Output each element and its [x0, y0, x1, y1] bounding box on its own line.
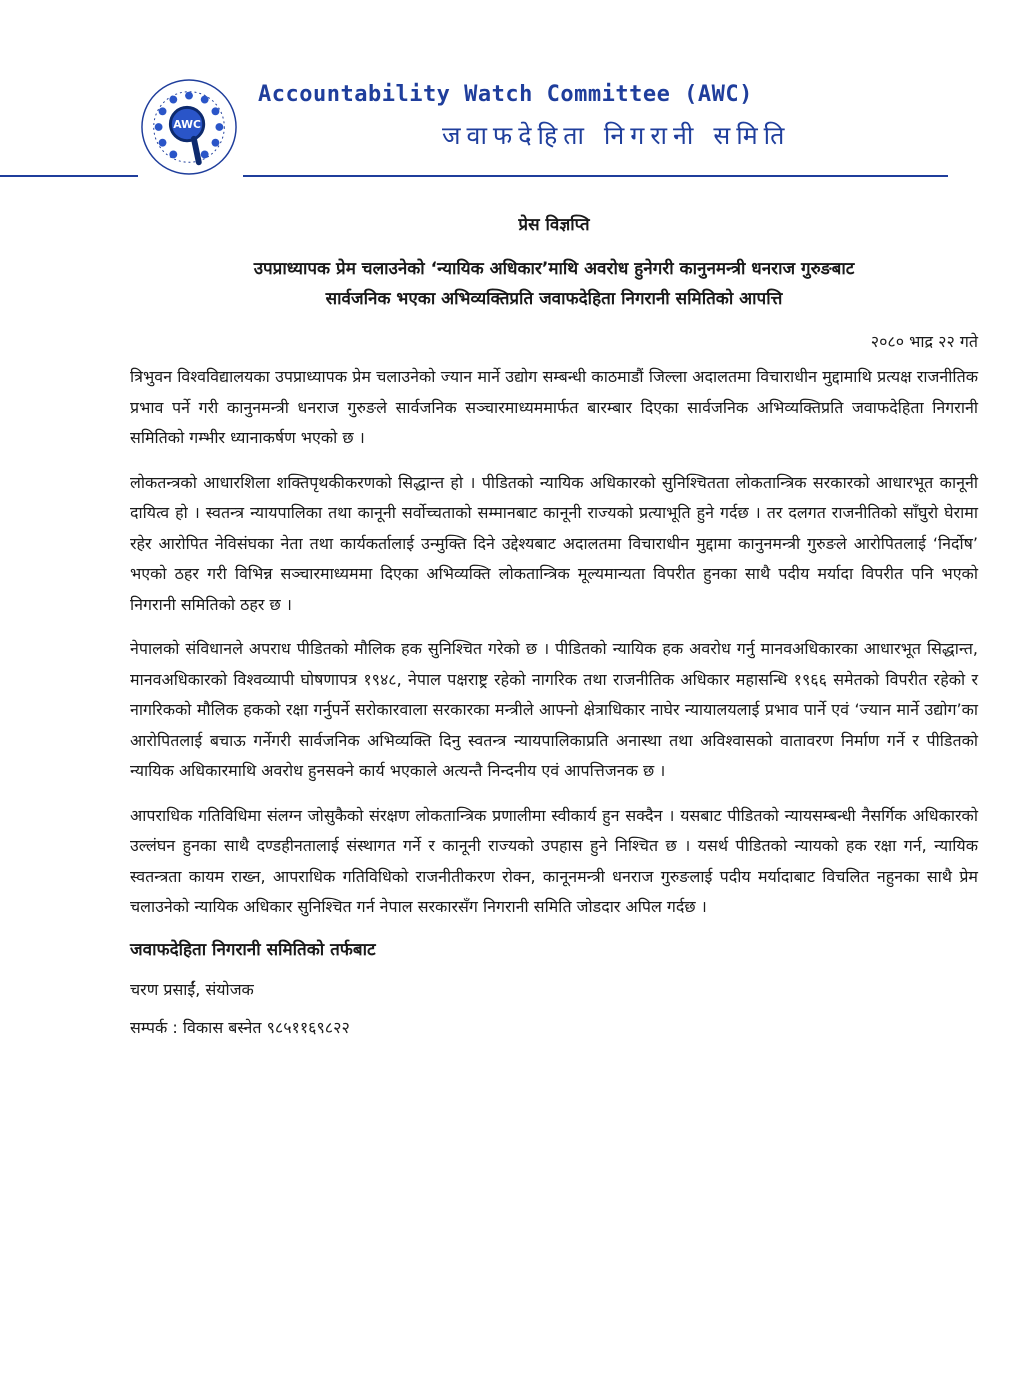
- headline-line-1: उपप्राध्यापक प्रेम चलाउनेको ‘न्यायिक अधिकार’माथि अवरोध हुनेगरी कानुनमन्त्री धनराज गुरुङबाट: [253, 259, 855, 279]
- document-type: प्रेस विज्ञप्ति: [518, 215, 590, 235]
- awc-logo: [140, 78, 238, 176]
- headline-line-2: सार्वजनिक भएका अभिव्यक्तिप्रति जवाफदेहिता निगरानी समितिको आपत्ति: [325, 289, 783, 309]
- logo-text: AWC: [173, 117, 201, 131]
- headline: [130, 254, 978, 314]
- signature-organization: जवाफदेहिता निगरानी समितिको तर्फबाट: [130, 939, 376, 960]
- paragraph-4: आपराधिक गतिविधिमा संलग्न जोसुकैको संरक्षण लोकतान्त्रिक प्रणालीमा स्वीकार्य हुन सक्दैन । यसबाट पीडितको न्यायसम्बन्धी नैसर्गिक अधिकारको उल्लंघन हुनका साथै दण्डहीनतालाई संस्थागत गर्ने र कानूनी राज्यको उपहास हुने निश्चित छ । यसर्थ पीडितको न्यायको हक रक्षा गर्न, न्यायिक स्वतन्त्रता कायम राख्न, आपराधिक गतिविधिको राजनीतीकरण रोक्न, कानूनमन्त्री धनराज गुरुङलाई पदीय मर्यादाबाट विचलित नहुनका साथै प्रेम चलाउनेको न्यायिक अधिकार सुनिश्चित गर्न नेपाल सरकारसँग निगरानी समिति जोडदार अपिल गर्दछ ।: [130, 805, 978, 916]
- contact-info: सम्पर्क : विकास बस्नेत ९८५११६९८२२: [130, 1017, 350, 1037]
- org-name-english: Accountability Watch Committee (AWC): [258, 82, 753, 107]
- header-rule-left: [0, 175, 138, 177]
- paragraph-1: त्रिभुवन विश्वविद्यालयका उपप्राध्यापक प्रेम चलाउनेको ज्यान मार्ने उद्योग सम्बन्धी काठमाडौं जिल्ला अदालतमा विचाराधीन मुद्दामाथि प्रत्यक्ष राजनीतिक प्रभाव पर्ने गरी कानुनमन्त्री धनराज गुरुङले सार्वजनिक सञ्चारमाध्यममार्फत बारम्बार दिएका सार्वजनिक अभिव्यक्तिप्रति जवाफदेहिता निगरानी समितिको गम्भीर ध्यानाकर्षण भएको छ ।: [130, 367, 978, 447]
- press-release-body: [130, 212, 978, 1054]
- release-date: २०८० भाद्र २२ गते: [870, 332, 978, 351]
- paragraph-2: लोकतन्त्रको आधारशिला शक्तिपृथकीकरणको सिद्धान्त हो । पीडितको न्यायिक अधिकारको सुनिश्चितता लोकतान्त्रिक सरकारको आधारभूत कानूनी दायित्व हो । स्वतन्त्र न्यायपालिका तथा कानूनी सर्वोच्चताको सम्मानबाट कानूनी राज्यको प्रत्याभूति हुने गर्दछ । तर दलगत राजनीतिको साँघुरो घेरामा रहेर आरोपित नेविसंघका नेता तथा कार्यकर्तालाई उन्मुक्ति दिने उद्देश्यबाट अदालतमा विचाराधीन मुद्दामा कानुनमन्त्री गुरुङले आरोपितलाई ‘निर्दोष’ भएको ठहर गरी विभिन्न सञ्चारमाध्यममा दिएका अभिव्यक्ति लोकतान्त्रिक मूल्यमान्यता विपरीत हुनका साथै पदीय मर्यादा विपरीत पनि भएको निगरानी समितिको ठहर छ ।: [130, 472, 978, 614]
- paragraph-3: नेपालको संविधानले अपराध पीडितको मौलिक हक सुनिश्चित गरेको छ । पीडितको न्यायिक हक अवरोध गर्नु मानवअधिकारका आधारभूत सिद्धान्त, मानवअधिकारको विश्वव्यापी घोषणापत्र १९४८, नेपाल पक्षराष्ट्र रहेको नागरिक तथा राजनीतिक अधिकार महासन्धि १९६६ समेतको विपरीत रहेको र नागरिकको मौलिक हकको रक्षा गर्नुपर्ने सरोकारवाला सरकारका मन्त्रीले आफ्नो क्षेत्राधिकार नाघेर न्यायालयलाई प्रभाव पार्ने एवं ‘ज्यान मार्ने उद्योग’का आरोपितलाई बचाऊ गर्नेगरी सार्वजनिक अभिव्यक्ति दिनु स्वतन्त्र न्यायपालिकाप्रति अनास्था तथा अविश्वासको वातावरण निर्माण गर्ने र पीडितको न्यायिक अधिकारमाथि अवरोध हुनसक्ने कार्य भएकाले अत्यन्तै निन्दनीय एवं आपत्तिजनक छ ।: [130, 639, 978, 780]
- header-rule-right: [243, 175, 948, 177]
- signatory: चरण प्रसाईं, संयोजक: [130, 979, 254, 999]
- org-name-nepali: जवाफदेहिता निगरानी समिति: [442, 121, 791, 150]
- letterhead: [0, 0, 1024, 190]
